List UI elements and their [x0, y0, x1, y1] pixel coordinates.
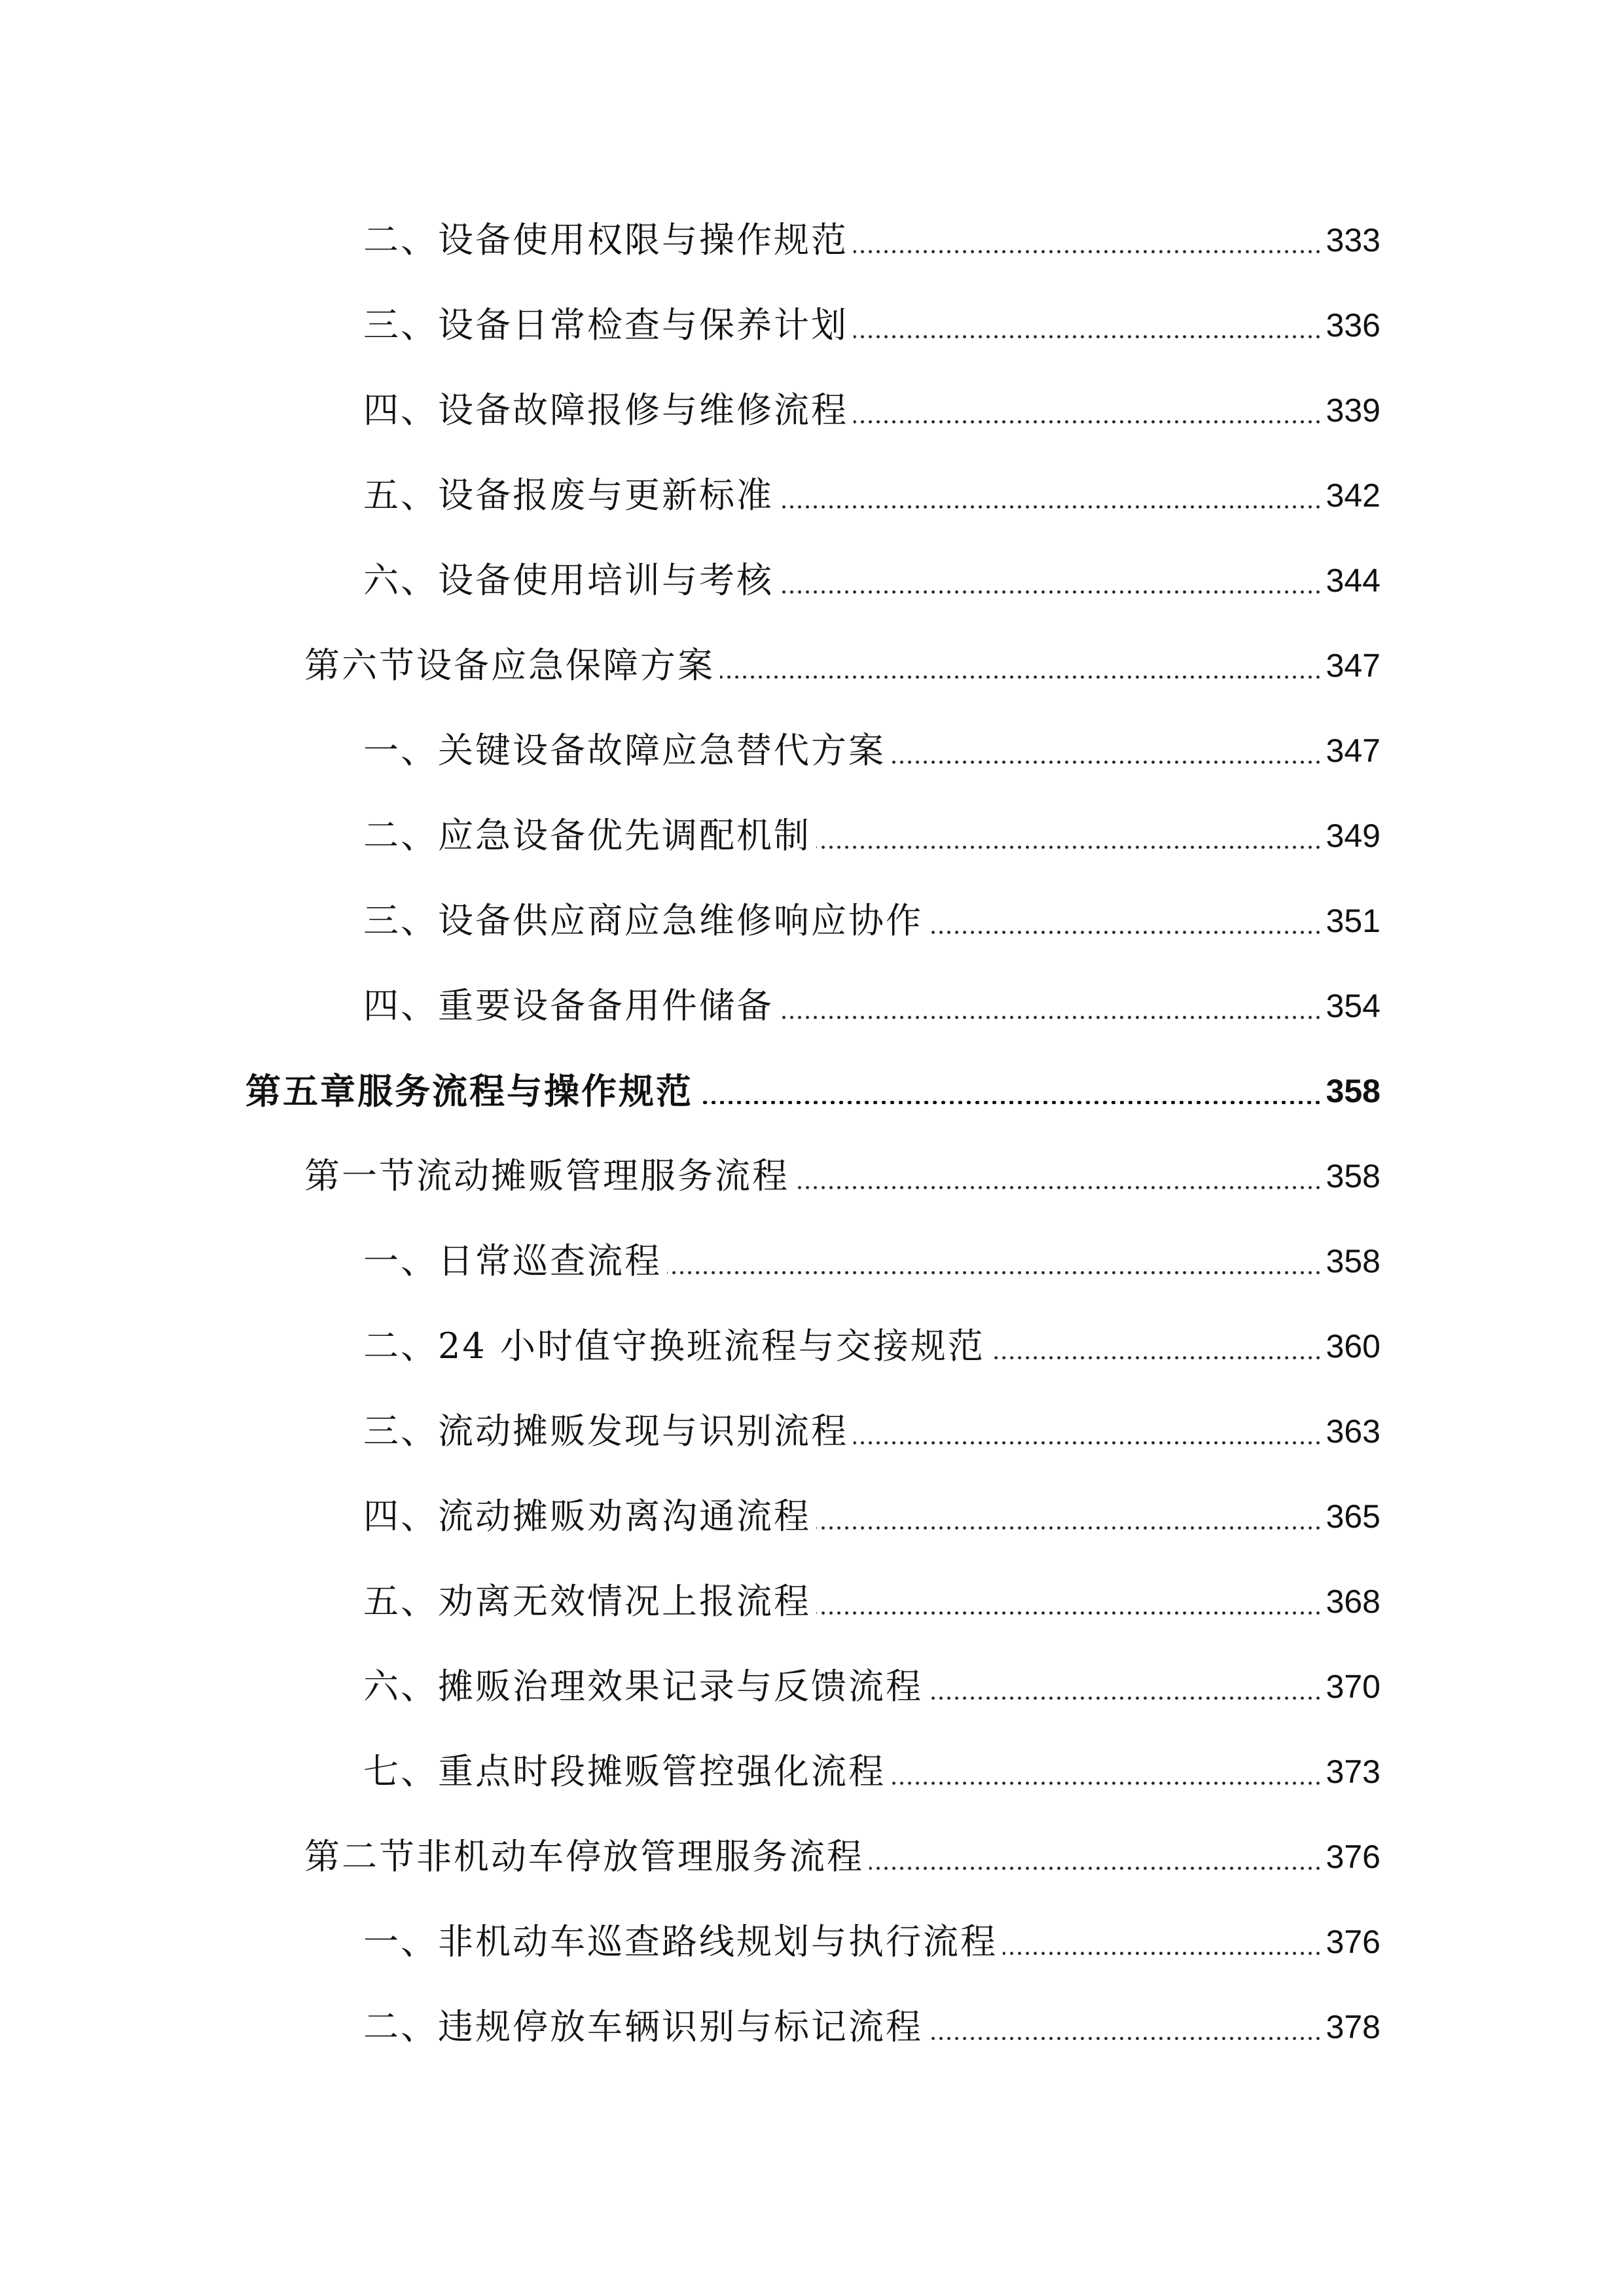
toc-page-number: 333	[1326, 222, 1380, 259]
toc-dot-leader	[816, 1484, 1322, 1549]
toc-entry-title: 二、违规停放车辆识别与标记流程	[363, 2006, 923, 2047]
toc-entry-title: 第五章服务流程与操作规范	[245, 1070, 693, 1112]
toc-dot-leader	[928, 888, 1322, 954]
toc-entry-title: 第六节设备应急保障方案	[304, 645, 715, 686]
toc-entry-title: 二、应急设备优先调配机制	[363, 815, 811, 856]
toc-entry[interactable]	[363, 207, 1380, 273]
toc-entry-title: 二、24 小时值守换班流程与交接规范	[363, 1325, 985, 1367]
toc-page-number: 358	[1326, 1158, 1380, 1194]
toc-page-number: 349	[1326, 817, 1380, 854]
toc-dot-leader	[779, 548, 1322, 613]
toc-page-number: 376	[1326, 1924, 1380, 1960]
toc-entry-chapter[interactable]	[245, 1058, 1380, 1124]
toc-entry[interactable]	[363, 1399, 1380, 1464]
toc-page-number: 365	[1326, 1498, 1380, 1535]
toc-dot-leader	[816, 1569, 1322, 1634]
toc-page-number: 370	[1326, 1668, 1380, 1705]
toc-entry-title: 五、设备报废与更新标准	[363, 475, 774, 516]
toc-entry-title: 一、日常巡查流程	[363, 1240, 662, 1282]
toc-entry-section[interactable]	[304, 633, 1380, 698]
toc-page-number: 354	[1326, 988, 1380, 1024]
toc-dot-leader	[779, 973, 1322, 1039]
toc-entry[interactable]	[363, 1739, 1380, 1804]
toc-entry-title: 第二节非机动车停放管理服务流程	[304, 1836, 864, 1877]
toc-page-number: 376	[1326, 1839, 1380, 1875]
toc-entry-title: 二、设备使用权限与操作规范	[363, 219, 848, 260]
toc-dot-leader	[854, 207, 1322, 273]
toc-entry-section[interactable]	[304, 1824, 1380, 1890]
toc-page-number: 358	[1326, 1073, 1380, 1109]
toc-page-number: 373	[1326, 1753, 1380, 1790]
toc-dot-leader	[928, 1654, 1322, 1719]
toc-entry[interactable]	[363, 1909, 1380, 1975]
toc-page-number: 342	[1326, 477, 1380, 514]
toc-page-number: 347	[1326, 647, 1380, 684]
toc-entry-title: 一、非机动车巡查路线规划与执行流程	[363, 1921, 998, 1962]
toc-page-number: 339	[1326, 392, 1380, 429]
toc-entry-title: 三、流动摊贩发现与识别流程	[363, 1410, 848, 1452]
toc-page-number: 358	[1326, 1243, 1380, 1280]
toc-entry-title: 七、重点时段摊贩管控强化流程	[363, 1751, 886, 1792]
toc-entry[interactable]	[363, 973, 1380, 1039]
toc-dot-leader	[854, 1399, 1322, 1464]
toc-entry-title: 五、劝离无效情况上报流程	[363, 1581, 811, 1622]
toc-page-number: 336	[1326, 307, 1380, 344]
toc-dot-leader	[928, 1994, 1322, 2060]
toc-dot-leader	[891, 718, 1322, 783]
toc-page-number: 368	[1326, 1583, 1380, 1620]
toc-dot-leader	[869, 1824, 1322, 1890]
toc-entry[interactable]	[363, 463, 1380, 528]
toc-dot-leader	[854, 293, 1322, 358]
toc-entry[interactable]	[363, 1654, 1380, 1719]
toc-entry[interactable]	[363, 1569, 1380, 1634]
toc-dot-leader	[779, 463, 1322, 528]
toc-dot-leader	[990, 1314, 1322, 1379]
toc-entry[interactable]	[363, 803, 1380, 869]
toc-entry-section[interactable]	[304, 1143, 1380, 1209]
toc-dot-leader	[720, 633, 1322, 698]
toc-entry[interactable]	[363, 1484, 1380, 1549]
toc-dot-leader	[698, 1058, 1322, 1124]
toc-page-number: 378	[1326, 2009, 1380, 2045]
toc-entry-title: 四、设备故障报修与维修流程	[363, 389, 848, 431]
toc-entry[interactable]	[363, 1229, 1380, 1294]
toc-entry-title: 四、流动摊贩劝离沟通流程	[363, 1496, 811, 1537]
toc-entry[interactable]	[363, 1994, 1380, 2060]
toc-page-number: 360	[1326, 1328, 1380, 1365]
toc-entry[interactable]	[363, 718, 1380, 783]
toc-page-number: 363	[1326, 1413, 1380, 1450]
toc-entry-title: 四、重要设备备用件储备	[363, 985, 774, 1026]
toc-entry-title: 一、关键设备故障应急替代方案	[363, 730, 886, 771]
toc-entry[interactable]	[363, 1314, 1380, 1379]
toc-entry[interactable]	[363, 378, 1380, 443]
toc-entry-title: 第一节流动摊贩管理服务流程	[304, 1155, 789, 1196]
toc-dot-leader	[1003, 1909, 1322, 1975]
toc-dot-leader	[854, 378, 1322, 443]
toc-entry[interactable]	[363, 548, 1380, 613]
toc-entry[interactable]	[363, 293, 1380, 358]
toc-dot-leader	[795, 1143, 1322, 1209]
toc-entry-title: 三、设备供应商应急维修响应协作	[363, 900, 923, 941]
toc-entry-title: 六、设备使用培训与考核	[363, 560, 774, 601]
toc-entry[interactable]	[363, 888, 1380, 954]
toc-page-number: 351	[1326, 903, 1380, 939]
toc-entry-title: 六、摊贩治理效果记录与反馈流程	[363, 1666, 923, 1707]
toc-page-number: 347	[1326, 732, 1380, 769]
toc-dot-leader	[891, 1739, 1322, 1804]
toc-entry-title: 三、设备日常检查与保养计划	[363, 304, 848, 346]
toc-page-number: 344	[1326, 562, 1380, 599]
toc-dot-leader	[667, 1229, 1322, 1294]
toc-dot-leader	[816, 803, 1322, 869]
